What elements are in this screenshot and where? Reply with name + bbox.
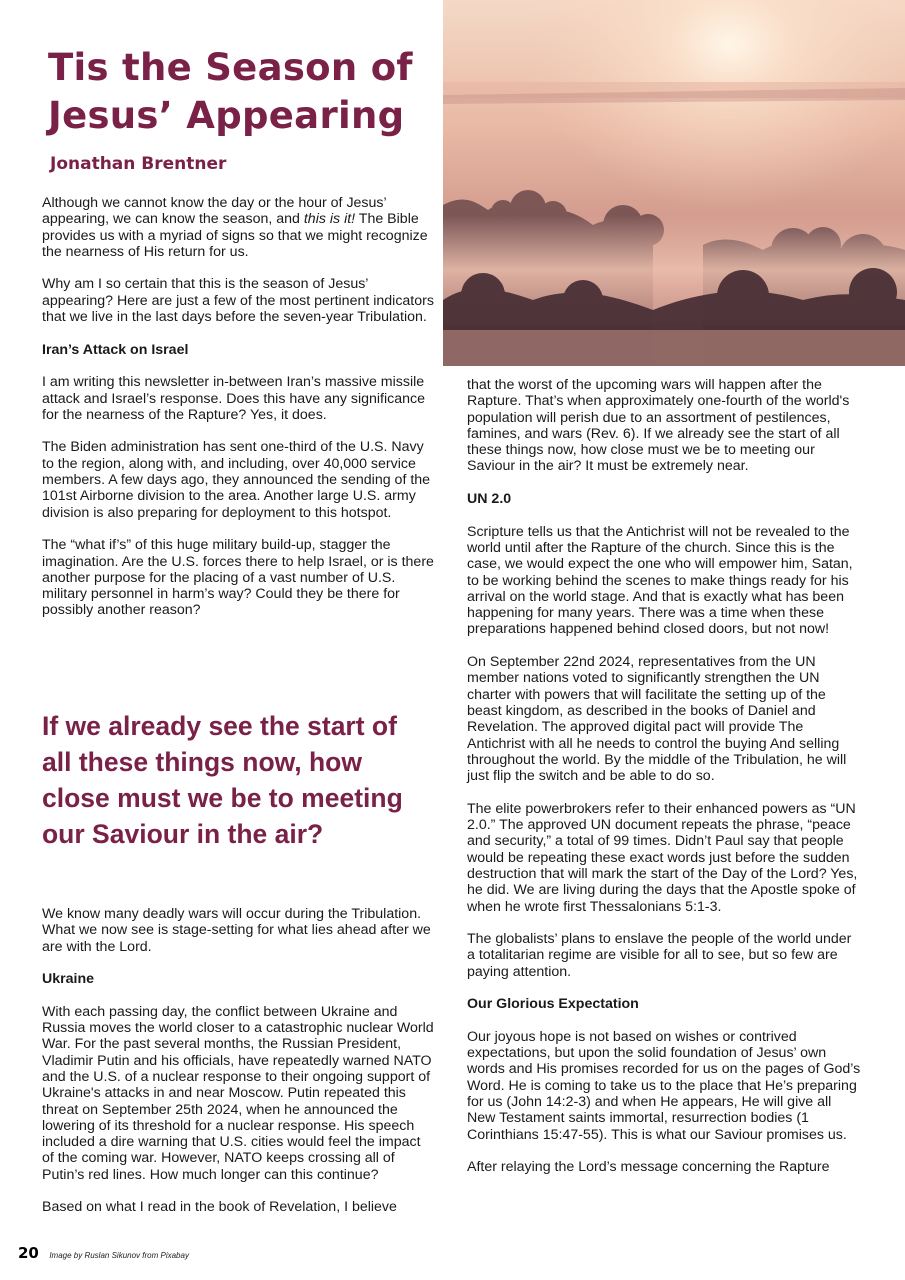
- section-heading-ukraine: Ukraine: [42, 971, 95, 988]
- paragraph: The globalists’ plans to enslave the people of the world under a totalitarian regime are visible for all to see, but so few are paying attention.: [467, 931, 852, 980]
- text-run: The Bible provides us with a myriad of signs so that we might recognize the nearness of His return for us.: [42, 211, 428, 260]
- article-title: [48, 44, 448, 140]
- paragraph: With each passing day, the conflict between Ukraine and Russia moves the world closer to a catastrophic nuclear World War. For the past several months, the Russian President, Vladimir Putin and his officials, have repeatedly warned NATO and the U.S. of a nuclear response to their ongoing support of Ukraine's attacks in and near Moscow. Putin repeated this threat on September 25th 2024, when he announced the lowering of its threshold for a nuclear response. His speech included a dire warning that U.S. cities would feel the impact of the coming war. However, NATO keeps crossing all of Putin’s red lines. How much longer can this continue?: [42, 1003, 434, 1183]
- image-credit: Image by Ruslan Sikunov from Pixabay: [49, 1251, 189, 1260]
- title-line-1: Tis the Season of: [48, 46, 413, 89]
- paragraph: The elite powerbrokers refer to their enhanced powers as “UN 2.0.” The approved UN document repeats the phrase, “peace and security,” a total of 99 times. Didn’t Paul say that people would be repeating these exact words just before the sudden destruction that will mark the start of the Day of the Lord? Yes, he did. We are living during the days that the Apostle spoke of when he wrote first Thessalonians 5:1-3.: [467, 800, 858, 915]
- hero-photo: [443, 0, 905, 366]
- paragraph: The Biden administration has sent one-third of the U.S. Navy to the region, along with, and including, over 40,000 service members. A few days ago, they announced the sending of the 101st Airborne division to the area. Another large U.S. army division is also preparing for deployment to this hotspot.: [42, 439, 431, 521]
- paragraph: Our joyous hope is not based on wishes or contrived expectations, but upon the solid foundation of Jesus’ own words and His promises recorded for us on the pages of God’s Word. He is coming to take us to the place that He’s preparing for us (John 14:2-3) and when He appears, He will give all New Testament saints immortal, resurrection bodies (1 Corinthians 15:47-55). This is what our Saviour promises us.: [467, 1028, 861, 1143]
- title-line-2: Jesus’ Appearing: [48, 94, 405, 137]
- section-heading-un: UN 2.0: [467, 491, 512, 508]
- paragraph: Scripture tells us that the Antichrist will not be revealed to the world until after the Rapture of the church. Since this is the case, we would expect the one who will empower him, Satan, to be working behind the scenes to make things ready for his arrival on the world stage. And that is exactly what has been happening for many years. There was a time when these preparations happened behind closed doors, but not now!: [467, 523, 853, 638]
- page-footer: [18, 1244, 189, 1263]
- pull-quote: If we already see the start of all these things now, how close must we be to meeting our Saviour in the air?: [42, 711, 403, 849]
- paragraph: I am writing this newsletter in-between Iran’s massive missile attack and Israel’s response. Does this have any significance for the nearness of the Rapture? Yes, it does.: [42, 374, 426, 423]
- left-column: [42, 195, 438, 635]
- page-number: 20: [18, 1244, 39, 1262]
- section-heading-glorious: Our Glorious Expectation: [467, 996, 639, 1013]
- paragraph: On September 22nd 2024, representatives from the UN member nations voted to significantly strengthen the UN charter with powers that will facilitate the setting up of the beast kingdom, as described in the books of Daniel and Revelation. The approved digital pact will provide The Antichrist with all he needs to control the buying And selling throughout the world. By the middle of the Tribulation, he will just flip the switch and be able to do so.: [467, 654, 847, 785]
- paragraph: We know many deadly wars will occur during the Tribulation. What we now see is stage-setting for what lies ahead after we are with the Lord.: [42, 906, 431, 955]
- paragraph: Based on what I read in the book of Revelation, I believe: [42, 1199, 397, 1216]
- misty-sunrise-forest-photo: [443, 0, 905, 366]
- left-column-lower: [42, 906, 436, 1232]
- section-heading-iran: Iran’s Attack on Israel: [42, 341, 189, 358]
- paragraph: Why am I so certain that this is the season of Jesus’ appearing? Here are just a few of the most pertinent indicators that we live in the last days before the seven-year Tribulation.: [42, 276, 434, 326]
- author-byline: Jonathan Brentner: [50, 154, 227, 174]
- paragraph: [42, 195, 438, 260]
- emphasis-text: this is it!: [303, 211, 356, 228]
- right-column: [467, 377, 861, 1192]
- paragraph: The “what if’s” of this huge military build-up, stagger the imagination. Are the U.S. forces there to help Israel, or is there another purpose for the placing of a vast number of U.S. military personnel in harm’s way? Could they be there for possibly another reason?: [42, 537, 434, 619]
- paragraph: After relaying the Lord’s message concerning the Rapture: [467, 1159, 830, 1176]
- text-run: Although we cannot know the day or the hour of Jesus’ appearing, we can know the season, and: [42, 195, 387, 228]
- paragraph: that the worst of the upcoming wars will happen after the Rapture. That’s when approximately one-fourth of the world's population will perish due to an assortment of pestilences, famines, and wars (Rev. 6). If we already see the start of all these things now, how close must we be to meeting our Saviour in the air? It must be extremely near.: [467, 377, 850, 475]
